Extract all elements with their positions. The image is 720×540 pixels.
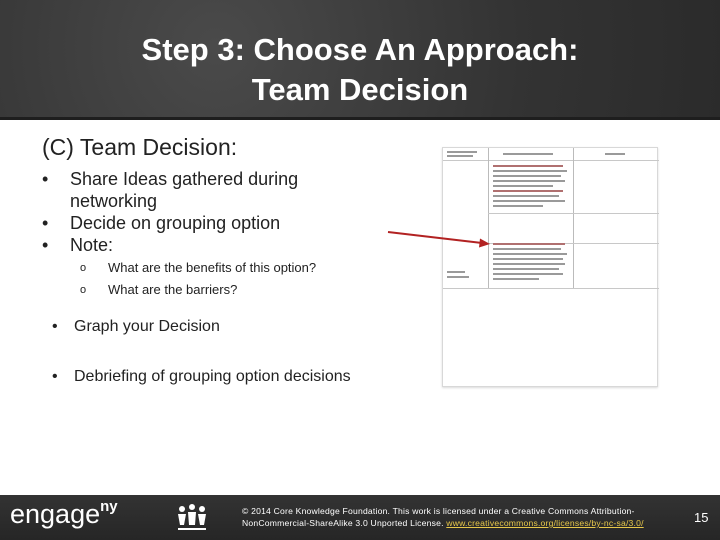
bullet-text: Note: [70, 235, 114, 255]
bullet-glyph: • [42, 169, 49, 189]
title-line-2: Team Decision [251, 72, 469, 107]
sub-bullet-text: What are the barriers? [108, 282, 238, 297]
arrow-head [479, 239, 490, 248]
core-knowledge-logo-icon [168, 501, 216, 535]
bullet-glyph: • [52, 318, 58, 335]
bullet-glyph: • [42, 213, 49, 233]
license-text: © 2014 Core Knowledge Foundation. This work is licensed under a Creative Commons Attribution-NonCommercial-ShareAlike 3.0 Unported License. [242, 506, 635, 528]
bullet-glyph: • [42, 235, 49, 255]
arrow-line [388, 232, 482, 243]
bullet-text: Debriefing of grouping option decisions [74, 368, 351, 385]
license-link[interactable]: www.creativecommons.org/licenses/by-nc-sa/3.0/ [446, 518, 644, 528]
sub-bullet-glyph: o [80, 262, 87, 274]
license-notice [242, 505, 662, 529]
slide-footer [0, 495, 720, 540]
title-line-1: Step 3: Choose An Approach: [141, 32, 579, 67]
bullet-text: Decide on grouping option [70, 213, 281, 233]
page-number: 15 [694, 510, 709, 525]
bullet-text: Graph your Decision [74, 318, 220, 335]
brand-superscript: ny [100, 498, 118, 515]
brand-name: engage [10, 499, 101, 529]
sub-bullet-glyph: o [80, 284, 87, 296]
bullet-glyph: • [52, 368, 58, 385]
engageny-logo [10, 499, 118, 530]
bullet-text: Share Ideas gathered during networking [70, 169, 299, 211]
subheading: (C) Team Decision: [42, 134, 238, 160]
sub-bullet-text: What are the benefits of this option? [108, 260, 317, 275]
